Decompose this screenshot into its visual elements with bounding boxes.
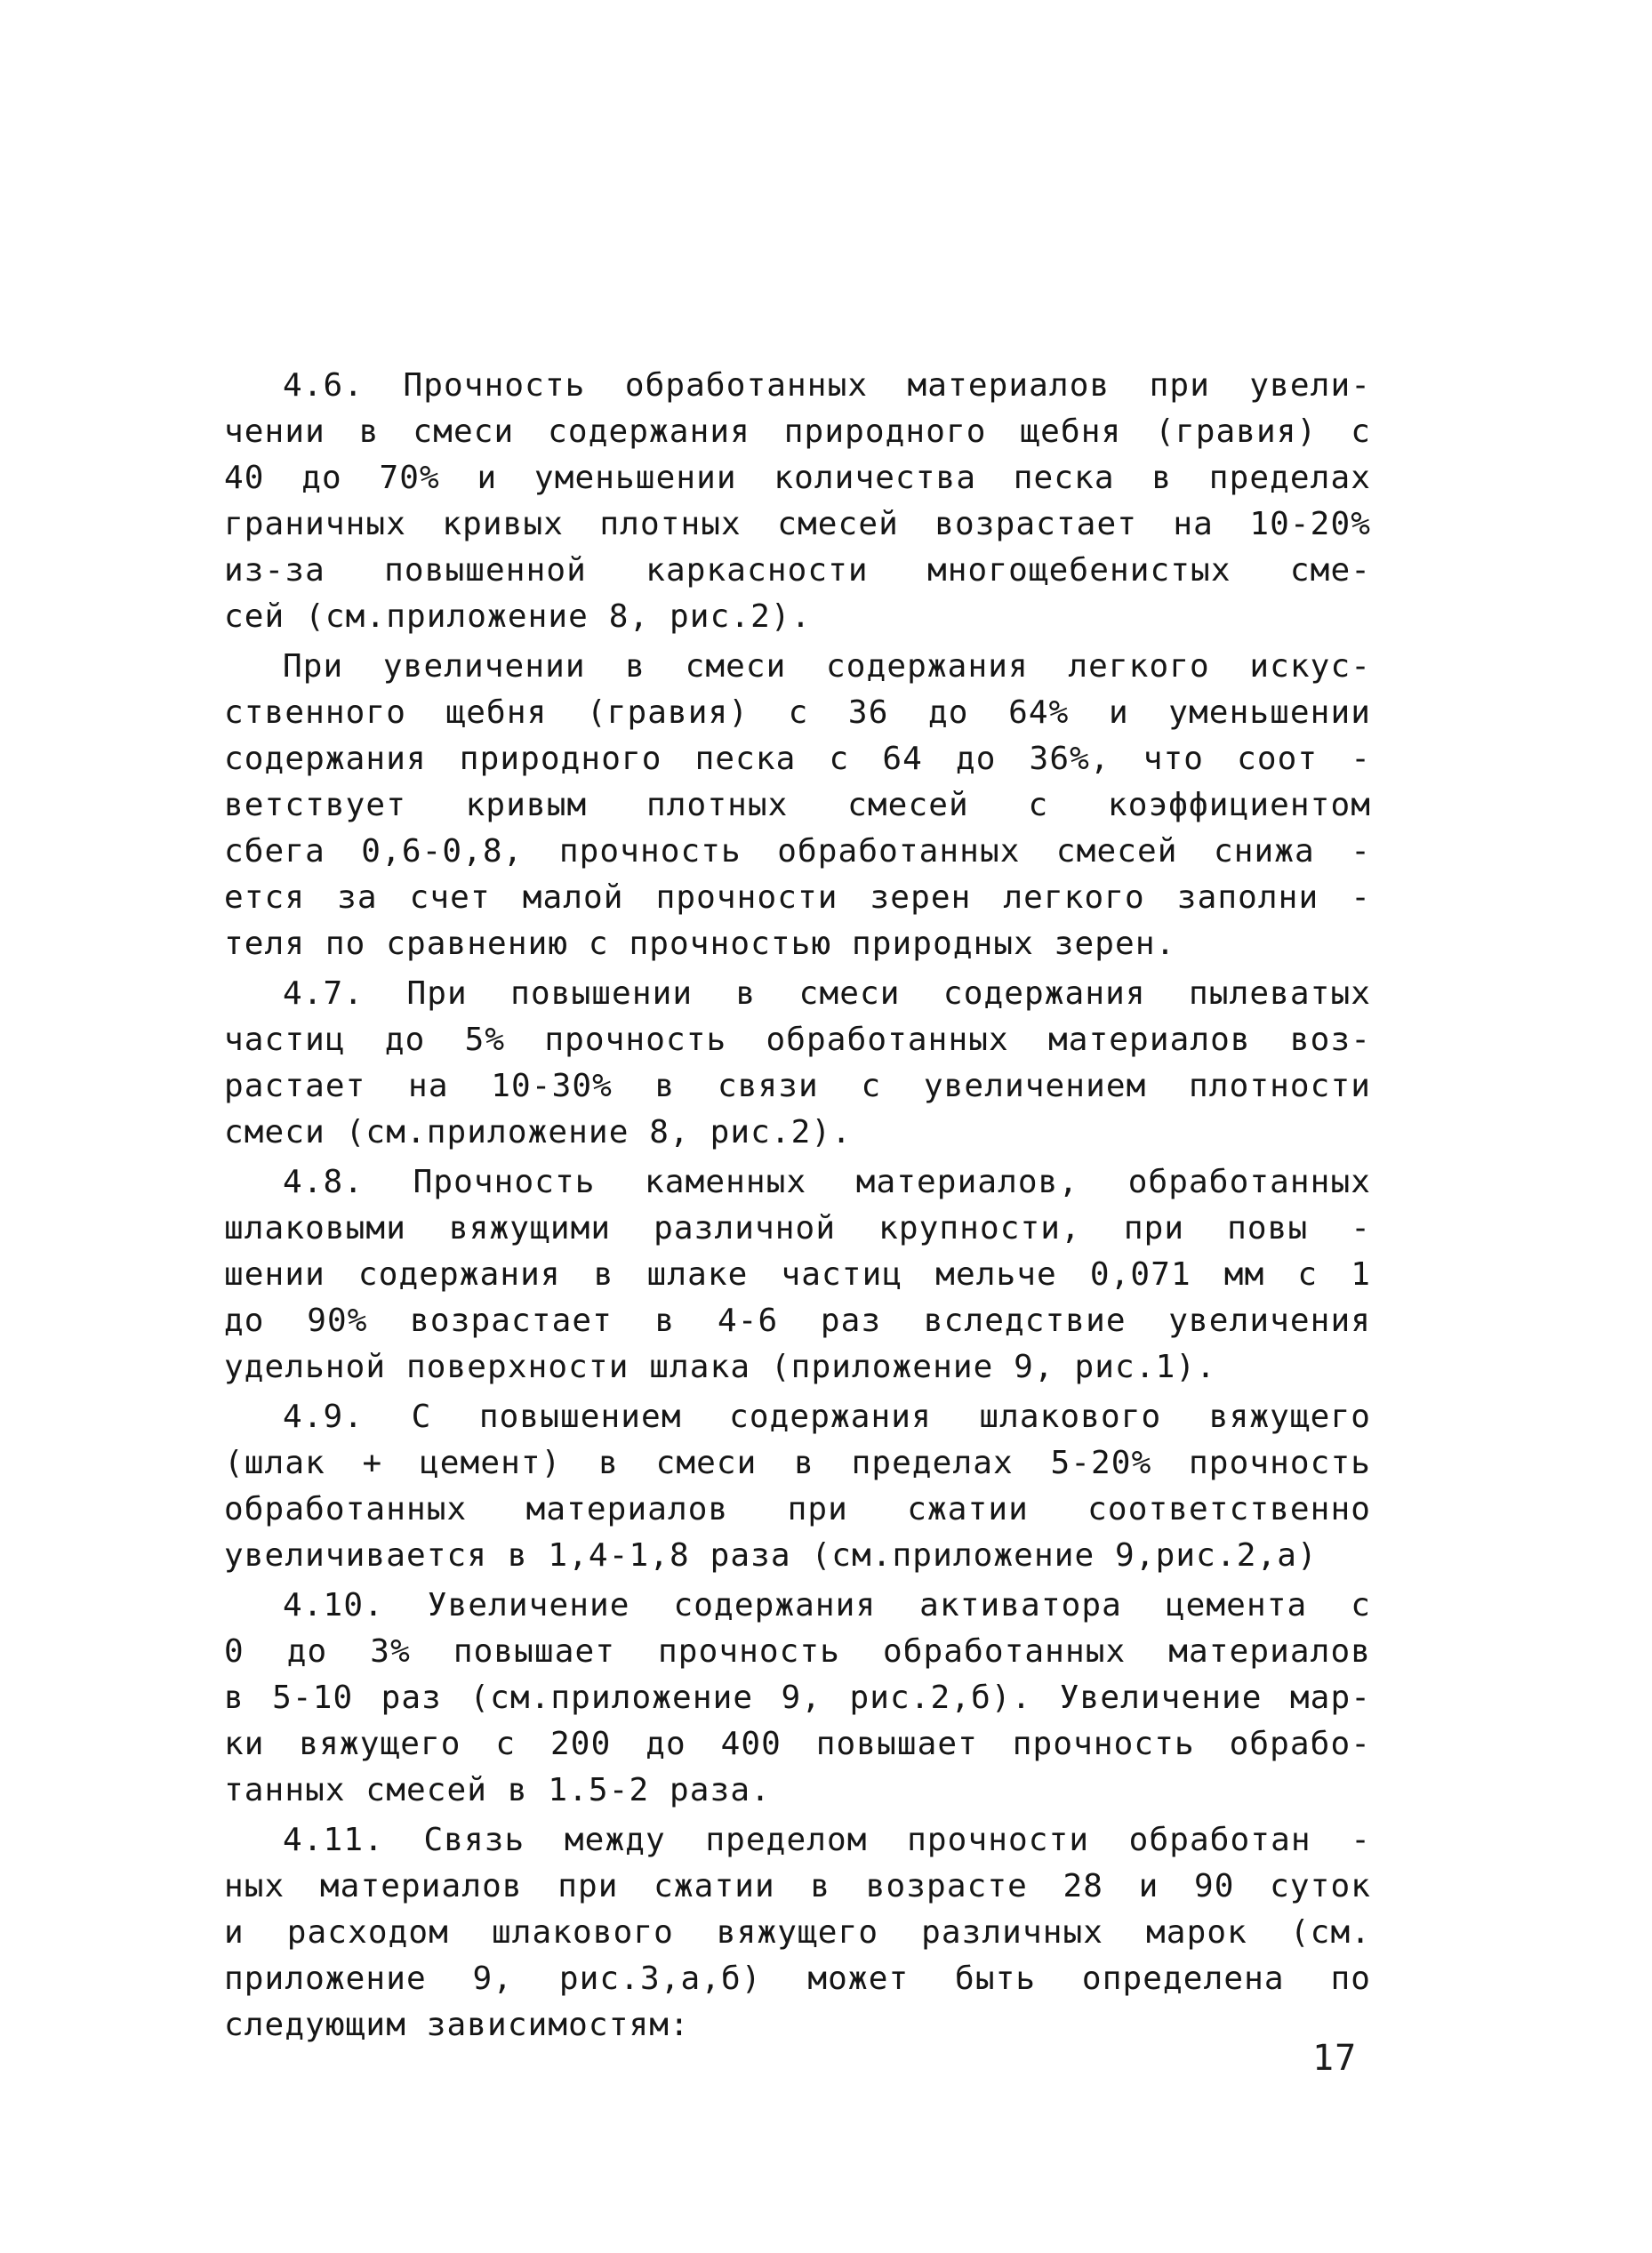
- paragraph: [224, 644, 1371, 967]
- text-line: смеси (см.приложение 8, рис.2).: [224, 1114, 852, 1151]
- text-line: шении содержания в шлаке частиц мельче 0,071 мм с 1: [224, 1256, 1371, 1293]
- text-line: (шлак + цемент) в смеси в пределах 5-20% прочность: [224, 1445, 1371, 1481]
- text-line: частиц до 5% прочность обработанных материалов воз-: [224, 1022, 1371, 1058]
- text-line: ных материалов при сжатии в возрасте 28 и 90 суток: [224, 1868, 1371, 1904]
- text-line: танных смесей в 1.5-2 раза.: [224, 1772, 771, 1808]
- text-line: ки вяжущего с 200 до 400 повышает прочность обрабо-: [224, 1726, 1371, 1762]
- text-line: обработанных материалов при сжатии соответственно: [224, 1491, 1371, 1527]
- paragraph: [224, 1583, 1371, 1814]
- text-line: удельной поверхности шлака (приложение 9, рис.1).: [224, 1349, 1216, 1385]
- text-line: приложение 9, рис.3,а,б) может быть определена по: [224, 1960, 1371, 1997]
- text-line: 4.11. Связь между пределом прочности обработан -: [283, 1822, 1371, 1858]
- text-line: из-за повышенной каркасности многощебенистых сме-: [224, 552, 1371, 589]
- text-line: ветствует кривым плотных смесей с коэффициентом: [224, 787, 1371, 823]
- paragraph: [224, 1159, 1371, 1391]
- text-line: При увеличении в смеси содержания легкого искус-: [283, 648, 1371, 685]
- body-text: [224, 363, 1371, 2052]
- text-line: сей (см.приложение 8, рис.2).: [224, 598, 812, 635]
- text-line: до 90% возрастает в 4-6 раз вследствие увеличения: [224, 1303, 1371, 1339]
- text-line: 4.10. Увеличение содержания активатора цемента с: [283, 1587, 1371, 1624]
- text-line: следующим зависимостям:: [224, 2007, 690, 2043]
- paragraph: [224, 1394, 1371, 1579]
- text-line: ется за счет малой прочности зерен легкого заполни -: [224, 879, 1371, 916]
- paragraph: [224, 971, 1371, 1156]
- text-line: содержания природного песка с 64 до 36%, что соот -: [224, 741, 1371, 777]
- text-line: 4.8. Прочность каменных материалов, обработанных: [283, 1164, 1371, 1200]
- text-line: 4.7. При повышении в смеси содержания пылеватых: [283, 975, 1371, 1012]
- text-line: 0 до 3% повышает прочность обработанных материалов: [224, 1633, 1371, 1670]
- text-line: в 5-10 раз (см.приложение 9, рис.2,б). Увеличение мар-: [224, 1680, 1371, 1716]
- text-line: чении в смеси содержания природного щебня (гравия) с: [224, 413, 1371, 450]
- paragraph: [224, 363, 1371, 640]
- text-line: 4.9. С повышением содержания шлакового вяжущего: [283, 1399, 1371, 1435]
- page-number: 17: [1312, 2038, 1358, 2079]
- text-line: сбега 0,6-0,8, прочность обработанных смесей снижа -: [224, 833, 1371, 870]
- text-line: растает на 10-30% в связи с увеличением плотности: [224, 1068, 1371, 1104]
- text-line: шлаковыми вяжущими различной крупности, при повы -: [224, 1210, 1371, 1247]
- text-line: граничных кривых плотных смесей возрастает на 10-20%: [224, 506, 1371, 542]
- paragraph: [224, 1817, 1371, 2049]
- text-line: увеличивается в 1,4-1,8 раза (см.приложение 9,рис.2,а): [224, 1537, 1318, 1574]
- text-line: и расходом шлакового вяжущего различных марок (см.: [224, 1914, 1371, 1951]
- text-line: ственного щебня (гравия) с 36 до 64% и уменьшении: [224, 694, 1371, 731]
- text-line: теля по сравнению с прочностью природных зерен.: [224, 926, 1176, 962]
- text-line: 4.6. Прочность обработанных материалов при увели-: [283, 367, 1371, 404]
- text-line: 40 до 70% и уменьшении количества песка в пределах: [224, 460, 1371, 496]
